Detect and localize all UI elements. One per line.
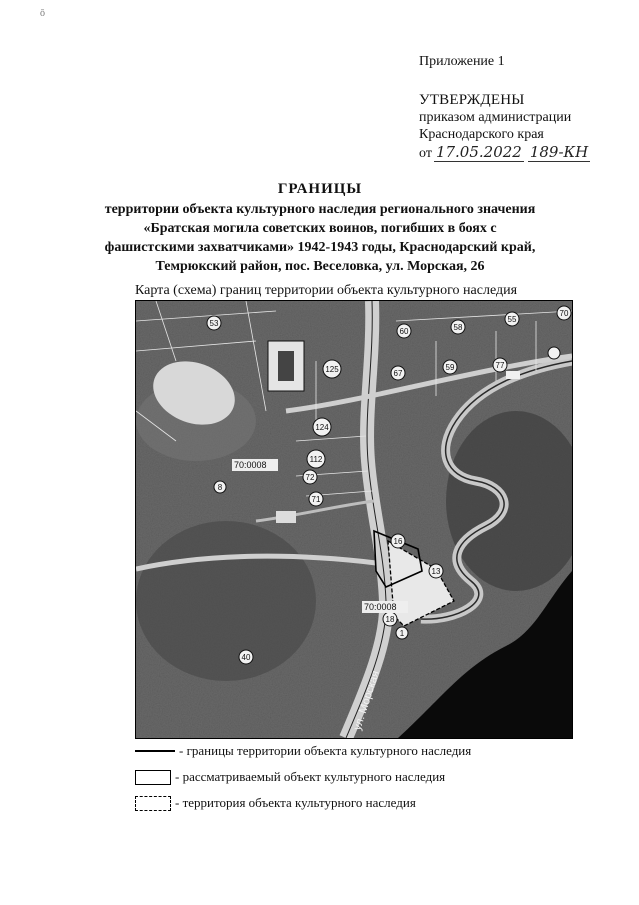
approved-title: УТВЕРЖДЕНЫ bbox=[419, 92, 525, 108]
label-58 bbox=[451, 320, 465, 334]
label-125 bbox=[323, 360, 341, 378]
svg-text:59: 59 bbox=[445, 363, 455, 372]
label-57 bbox=[548, 347, 560, 359]
label-72 bbox=[303, 470, 317, 484]
vegetation-patch bbox=[136, 521, 316, 681]
corner-mark: ō bbox=[40, 8, 45, 19]
label-60 bbox=[397, 324, 411, 338]
heading-title: ГРАНИЦЫ bbox=[277, 181, 363, 197]
approved-by-line-2: Краснодарского края bbox=[419, 127, 544, 142]
map-caption: Карта (схема) границ территории объекта культурного наследия bbox=[135, 283, 518, 298]
label-71 bbox=[309, 492, 323, 506]
legend-boundary bbox=[135, 738, 471, 764]
approved-by-line-1: приказом администрации bbox=[419, 110, 572, 125]
label-8 bbox=[214, 481, 226, 493]
legend-territory-box bbox=[135, 796, 171, 811]
svg-text:16: 16 bbox=[393, 537, 403, 546]
map-svg bbox=[136, 301, 572, 738]
svg-text:18: 18 bbox=[385, 615, 395, 624]
legend-object bbox=[135, 764, 471, 790]
label-13 bbox=[429, 564, 443, 578]
legend-object-text: - рассматриваемый объект культурного наследия bbox=[175, 769, 446, 784]
label-59 bbox=[443, 360, 457, 374]
svg-text:124: 124 bbox=[315, 423, 329, 432]
boundary-map bbox=[135, 300, 573, 739]
legend-territory-text: - территория объекта культурного наследия bbox=[175, 795, 416, 810]
legend-boundary-line bbox=[135, 750, 175, 752]
heading-line-1: территории объекта культурного наследия регионального значения bbox=[104, 202, 536, 217]
heading-line-2: «Братская могила советских воинов, погибших в боях с bbox=[143, 221, 497, 236]
label-77 bbox=[493, 358, 507, 372]
approval-block bbox=[419, 92, 629, 162]
svg-text:70: 70 bbox=[559, 309, 569, 318]
svg-text:55: 55 bbox=[507, 315, 517, 324]
label-112 bbox=[307, 450, 325, 468]
label-53 bbox=[207, 316, 221, 330]
svg-text:60: 60 bbox=[399, 327, 409, 336]
map-legend bbox=[135, 738, 471, 816]
street-label: ул. Морская bbox=[351, 669, 382, 732]
svg-text:71: 71 bbox=[311, 495, 321, 504]
legend-territory bbox=[135, 790, 471, 816]
legend-object-box bbox=[135, 770, 171, 785]
heading-line-3: фашистскими захватчиками» 1942-1943 годы, Краснодарский край, bbox=[104, 240, 536, 255]
order-prefix: от bbox=[419, 146, 432, 161]
label-16 bbox=[391, 534, 405, 548]
label-18 bbox=[383, 612, 397, 626]
svg-text:53: 53 bbox=[209, 319, 219, 328]
document-heading bbox=[80, 180, 560, 276]
svg-text:125: 125 bbox=[325, 365, 339, 374]
label-124 bbox=[313, 418, 331, 436]
svg-text:112: 112 bbox=[309, 455, 323, 464]
parcel-label: 70:0008 bbox=[234, 460, 267, 470]
svg-text:40: 40 bbox=[241, 653, 251, 662]
heading-line-4: Темрюкский район, пос. Веселовка, ул. Морская, 26 bbox=[155, 259, 485, 274]
label-1 bbox=[396, 627, 408, 639]
svg-text:72: 72 bbox=[305, 473, 315, 482]
order-number: 189-КН bbox=[529, 143, 589, 161]
svg-text:13: 13 bbox=[431, 567, 441, 576]
order-line bbox=[419, 144, 629, 162]
svg-text:1: 1 bbox=[399, 629, 405, 638]
svg-text:67: 67 bbox=[393, 369, 403, 378]
svg-text:8: 8 bbox=[217, 483, 223, 492]
legend-boundary-text: - границы территории объекта культурного наследия bbox=[179, 743, 472, 758]
appendix-label: Приложение 1 bbox=[419, 54, 505, 69]
order-date: 17.05.2022 bbox=[435, 143, 522, 161]
building bbox=[278, 351, 294, 381]
building bbox=[506, 371, 520, 379]
parcel-label: 70:0008 bbox=[364, 602, 397, 612]
label-67 bbox=[391, 366, 405, 380]
building bbox=[276, 511, 296, 523]
label-55 bbox=[505, 312, 519, 326]
svg-text:58: 58 bbox=[453, 323, 463, 332]
svg-text:77: 77 bbox=[495, 361, 505, 370]
label-70 bbox=[557, 306, 571, 320]
label-40 bbox=[239, 650, 253, 664]
